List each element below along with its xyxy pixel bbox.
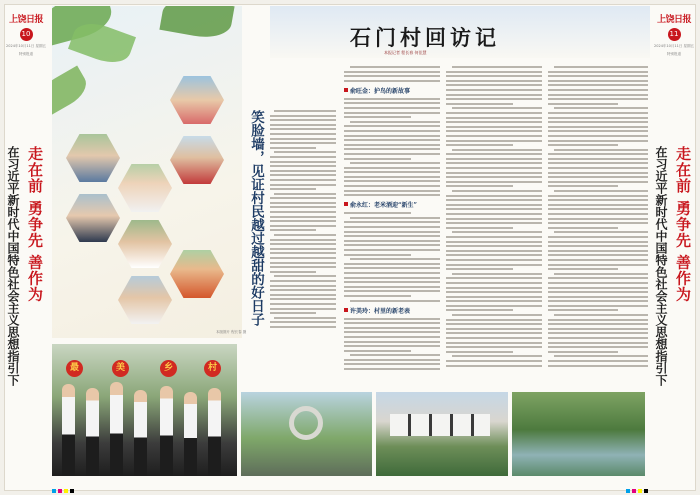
text-line [270,243,336,245]
text-line [548,140,648,142]
left-page-rail [4,6,48,480]
text-line [270,206,336,208]
text-line [344,249,440,251]
text-line [344,363,440,365]
section-subhead-text: 俞旺金：护鸟的新故事 [350,87,411,95]
text-line [452,273,542,275]
text-line [270,211,336,213]
text-line [548,250,648,252]
text-line [446,71,542,73]
text-line [446,126,542,128]
text-line [344,254,411,256]
text-line [548,204,648,206]
text-line [344,194,440,196]
text-line [344,190,440,192]
text-line [548,305,648,307]
text-line [344,368,440,370]
text-line [344,336,440,338]
text-line [554,314,648,316]
text-line [350,354,440,356]
text-line [548,245,648,247]
text-line [270,124,336,126]
text-line [344,331,440,333]
text-line [446,264,542,266]
text-line [548,71,648,73]
text-line [350,258,440,260]
text-line [344,226,440,228]
text-line [554,190,648,192]
text-line [446,130,542,132]
motto-right: 走在前 勇争先 善作为 [674,146,692,303]
text-line [446,236,542,238]
text-line [446,277,542,279]
text-line [554,231,648,233]
text-line [446,328,542,330]
meta-right-1: 2024年10月11日 星期五 [654,44,694,48]
text-line [344,318,440,320]
person-figure [160,386,173,476]
text-line [344,116,411,118]
text-line [344,180,440,182]
text-line [548,264,648,266]
leaf-decoration [159,6,234,42]
article-headline: 石门村回访记 [350,25,500,50]
text-line [344,277,440,279]
text-line [270,262,336,264]
text-line [446,296,542,298]
text-line [350,162,440,164]
text-line [548,126,648,128]
text-line [548,360,648,362]
text-line [270,308,336,310]
text-line [548,103,618,105]
banner-char: 村 [204,360,221,377]
text-line [350,121,440,123]
section-subhead [344,200,440,209]
text-line [452,355,542,357]
text-line [344,345,440,347]
text-line [274,151,336,153]
text-line [344,98,440,100]
smiling-villager-photo [118,276,172,324]
text-line [270,115,336,117]
text-line [548,309,618,311]
text-line [452,66,542,68]
person-figure [208,388,221,476]
photo-collage [52,6,242,338]
text-line [270,252,336,254]
text-line [344,341,440,343]
text-line [446,282,542,284]
smiling-villager-photo [170,76,224,124]
text-line [446,351,513,353]
text-line [344,327,440,329]
text-line [344,185,440,187]
text-line [446,167,542,169]
text-line [350,66,440,68]
text-line [344,272,440,274]
section-subhead [344,86,440,95]
text-line [548,268,618,270]
text-line [452,190,542,192]
text-line [344,286,440,288]
smiling-villager-photo [170,136,224,184]
text-column-3 [446,66,542,386]
text-line [270,257,336,259]
text-line [350,300,440,302]
meta-left-1: 2024年10月11日 星期五 [6,44,46,48]
text-line [548,365,648,367]
text-line [344,267,440,269]
text-line [270,298,336,300]
text-line [446,222,542,224]
text-line [270,285,336,287]
village-houses-photo [376,392,508,476]
text-line [548,291,648,293]
text-column-4 [548,66,648,386]
text-line [548,300,648,302]
color-registration-strip-right [626,489,648,493]
text-line [270,161,336,163]
text-line [554,149,648,151]
text-line [270,179,336,181]
text-line [548,135,648,137]
text-line [554,273,648,275]
text-line [270,128,336,130]
text-line [350,217,440,219]
text-line [446,89,542,91]
text-line [548,342,648,344]
text-line [446,291,542,293]
text-line [344,71,440,73]
text-line [446,250,542,252]
banner-char: 美 [112,360,129,377]
text-line [344,75,440,77]
motto-left: 走在前 勇争先 善作为 [26,146,44,303]
text-line [274,234,336,236]
text-line [446,172,542,174]
text-line [446,227,513,229]
text-line [446,254,542,256]
text-line [344,231,440,233]
text-line [446,300,542,302]
person-figure [86,388,99,476]
text-line [548,158,648,160]
text-line [446,319,542,321]
text-line [270,271,316,273]
text-column-1 [270,110,336,336]
text-line [548,89,648,91]
text-line [548,208,648,210]
text-line [446,241,542,243]
text-line [548,259,648,261]
text-line [344,167,440,169]
text-line [270,202,336,204]
text-line [270,289,336,291]
text-line [344,295,411,297]
text-line [446,84,542,86]
text-line [446,346,542,348]
text-line [274,193,336,195]
text-line [270,303,336,305]
color-registration-strip-left [52,489,74,493]
text-line [446,80,542,82]
text-line [446,135,542,137]
text-line [446,75,542,77]
text-line [344,139,440,141]
text-line [344,112,440,114]
text-line [270,312,316,314]
text-line [548,172,648,174]
text-line [446,204,542,206]
text-line [446,287,542,289]
text-line [446,195,542,197]
text-line [270,174,336,176]
meta-right-2: 特别报道 [667,52,681,56]
text-line [344,240,440,242]
guideline-slogan-right: 在习近平新时代中国特色社会主义思想指引下 [654,146,668,386]
text-line [270,133,336,135]
text-line [548,130,648,132]
text-line [270,248,336,250]
text-line [344,144,440,146]
text-line [344,107,440,109]
text-line [446,103,513,105]
text-line [344,290,440,292]
text-line [446,365,542,367]
text-line [548,277,648,279]
text-line [446,332,542,334]
text-line [446,213,542,215]
text-line [548,332,648,334]
banner-char: 最 [66,360,83,377]
masthead-right: 上饶日报 [656,15,691,25]
text-line [274,110,336,112]
section-marker-icon [344,308,348,312]
text-line [548,328,648,330]
text-line [270,197,336,199]
photo-credit: 本版图片 程长春 摄 [216,330,247,334]
smiling-villager-photo [66,194,120,242]
text-line [270,119,336,121]
page-number-right: 11 [668,28,681,41]
text-line [344,130,440,132]
text-line [548,112,648,114]
text-line [548,185,618,187]
text-line [446,117,542,119]
text-line [270,142,336,144]
text-line [446,98,542,100]
text-line [270,216,336,218]
feature-vertical-title: 笑脸墙，见证村民越过越甜的好日子 [248,110,264,326]
text-line [344,350,411,352]
text-line [548,94,648,96]
text-line [446,323,542,325]
guideline-slogan-left: 在习近平新时代中国特色社会主义思想指引下 [6,146,20,386]
article-byline: 本报记者 程长春 何佳慧 [384,50,427,55]
text-line [548,323,648,325]
text-line [548,98,648,100]
text-line [446,181,542,183]
text-line [446,158,542,160]
text-line [446,140,542,142]
text-line [452,149,542,151]
text-line [270,239,336,241]
text-line [446,153,542,155]
masthead-left: 上饶日报 [8,15,43,25]
text-line [344,212,411,214]
text-line [344,153,440,155]
text-line [344,244,440,246]
text-line [446,208,542,210]
text-line [548,153,648,155]
text-line [274,317,336,319]
section-subhead-text: 俞永红：老米酒迎“新生” [350,202,417,210]
text-line [446,218,542,220]
village-gate-photo [241,392,372,476]
section-marker-icon [344,202,348,206]
text-line [548,121,648,123]
text-line [344,125,440,127]
text-line [270,280,336,282]
text-line [270,138,336,140]
text-line [344,158,411,160]
text-line [344,221,440,223]
text-line [548,296,648,298]
text-line [274,275,336,277]
text-line [446,112,542,114]
text-line [270,294,336,296]
text-line [446,121,542,123]
text-line [548,236,648,238]
text-line [548,199,648,201]
text-line [548,195,648,197]
text-line [548,227,618,229]
text-line [446,144,513,146]
house-roofs [390,414,490,436]
text-line [446,360,542,362]
text-line [548,162,648,164]
text-line [548,222,648,224]
text-line [270,165,336,167]
text-line [548,218,648,220]
person-figure [134,390,147,476]
text-line [344,135,440,137]
text-line [446,245,542,247]
text-line [270,184,336,186]
text-line [548,181,648,183]
text-line [548,176,648,178]
text-line [446,94,542,96]
smiling-villager-photo [66,134,120,182]
text-line [270,225,336,227]
text-line [446,259,542,261]
text-line [446,185,513,187]
text-line [548,84,648,86]
text-line [344,359,440,361]
text-line [344,322,440,324]
village-river-photo [512,392,645,476]
text-line [344,171,440,173]
text-line [446,305,542,307]
person-figure [110,382,123,476]
text-line [548,213,648,215]
text-line [548,254,648,256]
text-line [554,66,648,68]
text-line [270,220,336,222]
text-line [452,231,542,233]
smiling-villager-photo [118,164,172,212]
text-line [548,346,648,348]
text-line [548,287,648,289]
text-line [446,199,542,201]
text-line [548,337,648,339]
text-line [344,148,440,150]
text-line [554,355,648,357]
text-line [446,162,542,164]
text-line [446,342,542,344]
volunteers-group-photo [52,344,237,476]
text-line [344,281,440,283]
section-subhead-text: 许美玲：村里的新老表 [350,307,411,315]
section-marker-icon [344,88,348,92]
smiling-villager-photo [170,250,224,298]
round-gate [289,406,323,440]
text-line [446,309,513,311]
text-line [548,282,648,284]
text-line [548,117,648,119]
text-line [270,266,336,268]
banner-char: 乡 [160,360,177,377]
text-line [548,167,648,169]
text-line [270,170,336,172]
text-line [548,75,648,77]
text-line [344,235,440,237]
text-line [452,107,542,109]
text-line [270,156,336,158]
text-line [446,176,542,178]
meta-left-2: 特别报道 [19,52,33,56]
text-line [344,176,440,178]
text-line [270,229,316,231]
text-line [344,102,440,104]
text-column-2 [344,66,440,386]
text-line [548,351,618,353]
text-line [270,188,316,190]
text-line [270,147,316,149]
text-line [446,268,513,270]
text-line [548,241,648,243]
smiling-villager-photo [118,220,172,268]
text-line [548,319,648,321]
text-line [446,337,542,339]
text-line [270,321,336,323]
text-line [270,326,336,328]
person-figure [62,384,75,476]
page-number-left: 10 [20,28,33,41]
text-line [452,314,542,316]
section-subhead [344,306,440,315]
text-line [548,80,648,82]
text-line [344,263,440,265]
right-page-rail [652,6,696,480]
text-line [548,144,618,146]
person-figure [184,392,197,476]
leaf-decoration [52,66,92,117]
text-line [344,80,440,82]
text-line [554,107,648,109]
